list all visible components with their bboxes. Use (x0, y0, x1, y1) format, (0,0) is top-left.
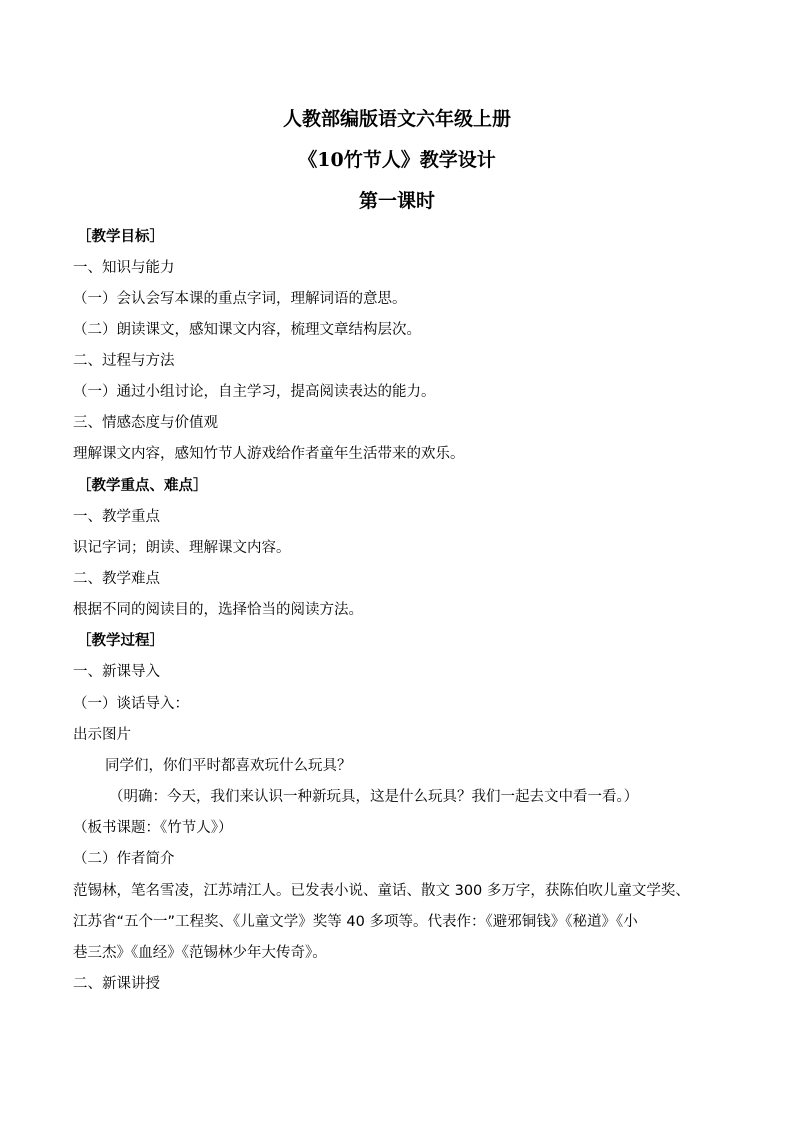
lesson-period: 第一课时 (358, 190, 435, 212)
section-heading-goals: ［教学目标］ (77, 229, 164, 245)
process-subheading: （一）谈话导入： (73, 696, 189, 712)
difficulty-text: 根据不同的阅读目的，选择恰当的阅读方法。 (73, 602, 363, 618)
lesson-title: 《10竹节人》教学设计 (298, 149, 496, 171)
author-bio-line: 巷三杰》《血经》《范锡林少年大传奇》。 (73, 945, 327, 961)
process-question: 同学们，你们平时都喜欢玩什么玩具？ (105, 758, 352, 774)
process-heading-intro: 一、新课导入 (73, 664, 160, 680)
document-title: 人教部编版语文六年级上册 (282, 108, 511, 130)
process-board-note: （板书课题：《竹节人》） (73, 820, 233, 836)
process-text: 出示图片 (73, 727, 131, 743)
goal-item: （一）通过小组讨论，自主学习，提高阅读表达的能力。 (73, 384, 436, 400)
process-heading-teaching: 二、新课讲授 (73, 976, 160, 992)
key-heading: 一、教学重点 (73, 509, 160, 525)
process-subheading: （二）作者简介 (73, 851, 175, 867)
goal-heading-emotion: 三、情感态度与价值观 (73, 415, 218, 431)
section-heading-process: ［教学过程］ (77, 633, 164, 649)
goal-item: （二）朗读课文，感知课文内容，梳理文章结构层次。 (73, 322, 421, 338)
process-clarify: （明确：今天，我们来认识一种新玩具，这是什么玩具？我们一起去文中看一看。） (109, 789, 639, 805)
difficulty-heading: 二、教学难点 (73, 571, 160, 587)
goal-heading-process: 二、过程与方法 (73, 353, 175, 369)
author-bio-line: 江苏省“五个一”工程奖、《儿童文学》奖等 40 多项等。代表作：《避邪铜钱》《秘道》《小 (73, 914, 638, 930)
section-heading-key-points: ［教学重点、难点］ (77, 478, 208, 494)
goal-item: （一）会认会写本课的重点字词，理解词语的意思。 (73, 291, 407, 307)
key-text: 识记字词；朗读、理解课文内容。 (73, 540, 291, 556)
goal-heading-knowledge: 一、知识与能力 (73, 260, 175, 276)
author-bio-line: 范锡林，笔名雪凌，江苏靖江人。已发表小说、童话、散文 300 多万字，获陈伯吹儿童文学奖、 (73, 883, 690, 899)
goal-text: 理解课文内容，感知竹节人游戏给作者童年生活带来的欢乐。 (73, 446, 465, 462)
